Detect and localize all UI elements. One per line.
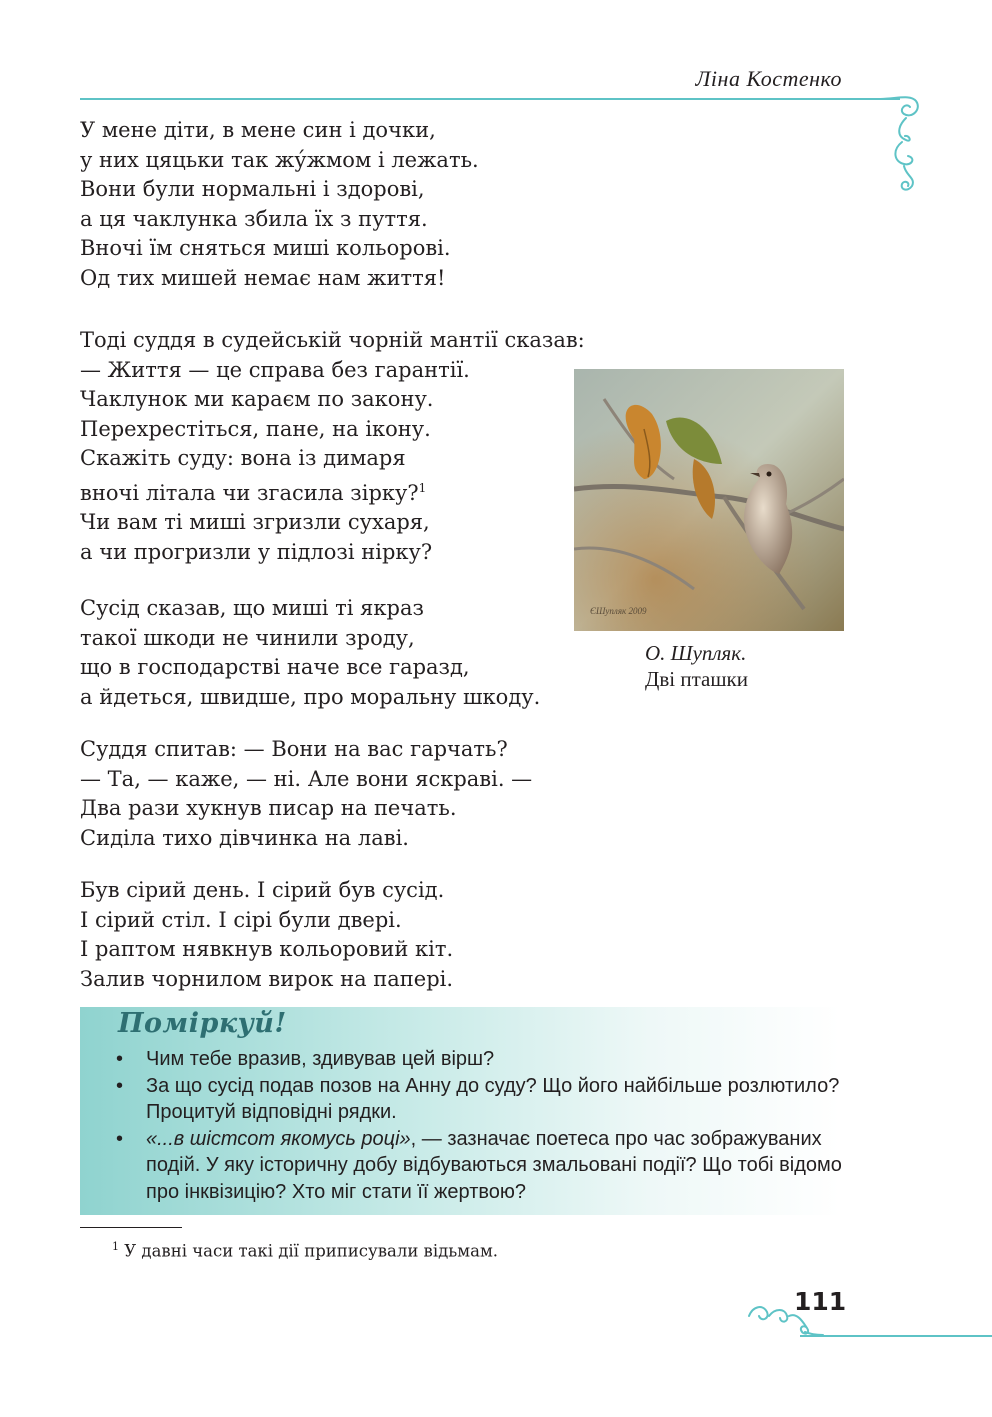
painting-two-birds bbox=[574, 369, 844, 631]
running-header-author: Ліна Костенко bbox=[695, 66, 842, 91]
poem-line: Два рази хукнув писар на печать. bbox=[80, 796, 457, 820]
poem-line: — Та, — каже, — ні. Але вони яскраві. — bbox=[80, 766, 533, 791]
question-text: , — зазначає поетеса про час зображуваних подій. У яку історичну добу відбуваються змальовані події? Що тобі відомо про інквізицію? Хто міг стати її жертвою? bbox=[146, 1127, 842, 1203]
bullet-icon: • bbox=[116, 1048, 124, 1070]
painting-caption-author: О. Шупляк. bbox=[645, 641, 747, 665]
poem-line: І раптом нявкнув кольоровий кіт. bbox=[80, 937, 454, 961]
bullet-icon: • bbox=[116, 1074, 124, 1097]
poem-stanza-2 bbox=[80, 326, 585, 567]
poem-line: у них цяцьки так жу́жмом і лежать. bbox=[80, 147, 479, 172]
question-text: За що сусід подав позов на Анну до суду? Що його найбільше розлютило? Процитуй відповідні рядки. bbox=[146, 1074, 840, 1123]
poem-stanza-5 bbox=[80, 876, 453, 994]
question-item bbox=[116, 1073, 846, 1126]
poem-line: У мене діти, в мене син і дочки, bbox=[80, 118, 436, 142]
poem-line: Вони були нормальні і здорові, bbox=[80, 177, 425, 201]
poem-line: І сірий стіл. І сірі були двері. bbox=[80, 907, 402, 932]
poem-line: а йдеться, швидше, про моральну шкоду. bbox=[80, 684, 541, 709]
swirl-ornament-top-icon bbox=[876, 92, 924, 196]
poem-line: Чи вам ті миші згризли сухаря, bbox=[80, 510, 430, 534]
footnote-number: 1 bbox=[112, 1240, 119, 1253]
poem-line: а ця чаклунка збила їх з пуття. bbox=[80, 206, 428, 231]
bullet-icon: • bbox=[116, 1127, 124, 1150]
poem-line: Перехрестіться, пане, на ікону. bbox=[80, 416, 431, 441]
poem-line-with-footnote bbox=[80, 474, 585, 509]
poem-line: а чи прогризли у підлозі нірку? bbox=[80, 539, 433, 564]
bottom-rule bbox=[800, 1335, 992, 1337]
poem-line: — Життя — це справа без гарантії. bbox=[80, 357, 470, 382]
footnote-rule bbox=[80, 1227, 182, 1228]
poem-line: Сусід сказав, що миші ті якраз bbox=[80, 596, 424, 620]
poem-line: що в господарстві наче все гаразд, bbox=[80, 655, 470, 679]
question-item bbox=[116, 1126, 846, 1206]
poem-line-text: вночі літала чи згасила зірку? bbox=[80, 480, 419, 505]
header-rule bbox=[80, 98, 900, 100]
footnote-text: У давні часи такі дії приписували відьмам. bbox=[119, 1241, 499, 1261]
poem-stanza-3 bbox=[80, 594, 540, 712]
painting-signature: ЄШупляк 2009 bbox=[590, 606, 647, 616]
page-number: 111 bbox=[794, 1287, 847, 1316]
poem-line: Суддя спитав: — Вони на вас гарчать? bbox=[80, 737, 508, 761]
poem-stanza-4 bbox=[80, 735, 532, 853]
poem-line: такої шкоди не чинили зроду, bbox=[80, 625, 415, 650]
poem-line: Сиділа тихо дівчинка на лаві. bbox=[80, 825, 409, 850]
poem-line: Залив чорнилом вирок на папері. bbox=[80, 966, 454, 991]
footnote-marker: 1 bbox=[418, 480, 427, 495]
poem-line: Од тих мишей немає нам життя! bbox=[80, 265, 446, 290]
question-item bbox=[116, 1046, 846, 1073]
footnote bbox=[112, 1240, 498, 1261]
think-box-title: Поміркуй! bbox=[118, 1008, 287, 1039]
poem-line: Тоді суддя в судейській чорній мантії сказав: bbox=[80, 328, 585, 352]
question-quote: «...в шістсот якомусь році» bbox=[146, 1127, 411, 1150]
poem-stanza-1 bbox=[80, 116, 479, 293]
painting-caption-title: Дві пташки bbox=[645, 667, 748, 691]
question-list bbox=[116, 1046, 846, 1205]
question-text: Чим тебе вразив, здивував цей вірш? bbox=[146, 1048, 495, 1070]
poem-line: Вночі їм сняться миші кольорові. bbox=[80, 236, 451, 260]
poem-line: Чаклунок ми караєм по закону. bbox=[80, 387, 434, 411]
poem-line: Скажіть суду: вона із димаря bbox=[80, 446, 406, 470]
poem-line: Був сірий день. І сірий був сусід. bbox=[80, 878, 445, 902]
